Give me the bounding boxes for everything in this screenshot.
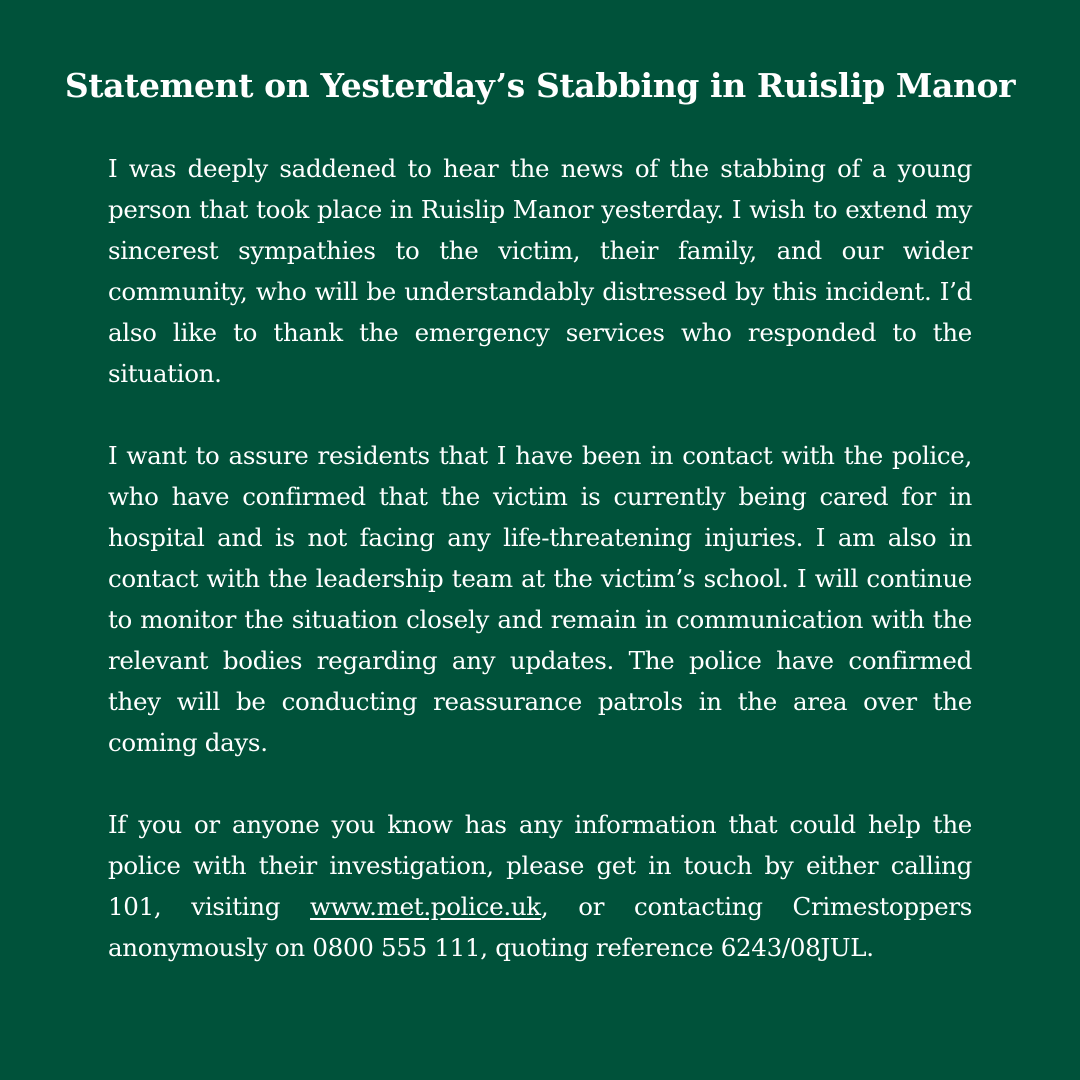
met-police-link[interactable]: www.met.police.uk (310, 892, 541, 921)
statement-title: Statement on Yesterday’s Stabbing in Ruislip Manor (64, 66, 1016, 105)
contact-text-after-link: , or contacting Crimestoppers anonymously on 0800 555 111, quoting reference 6243/08JUL. (108, 892, 972, 962)
paragraph-contact-info (108, 804, 972, 968)
paragraph-police-update: I want to assure residents that I have been in contact with the police, who have confirmed that the victim is currently being cared for in hospital and is not facing any life-threatening injuries. I am also in contact with the leadership team at the victim’s school. I will continue to monitor the situation closely and remain in communication with the relevant bodies regarding any updates. The police have confirmed they will be conducting reassurance patrols in the area over the coming days. (108, 441, 972, 757)
statement-body (108, 148, 972, 1009)
contact-text-before-link: If you or anyone you know has any information that could help the police with their investigation, please get in touch by either calling 101, visiting (108, 810, 972, 921)
paragraph-sympathies: I was deeply saddened to hear the news of the stabbing of a young person that took place in Ruislip Manor yesterday. I wish to extend my sincerest sympathies to the victim, their family, and our wider community, who will be understandably distressed by this incident. I’d also like to thank the emergency services who responded to the situation. (108, 154, 972, 388)
